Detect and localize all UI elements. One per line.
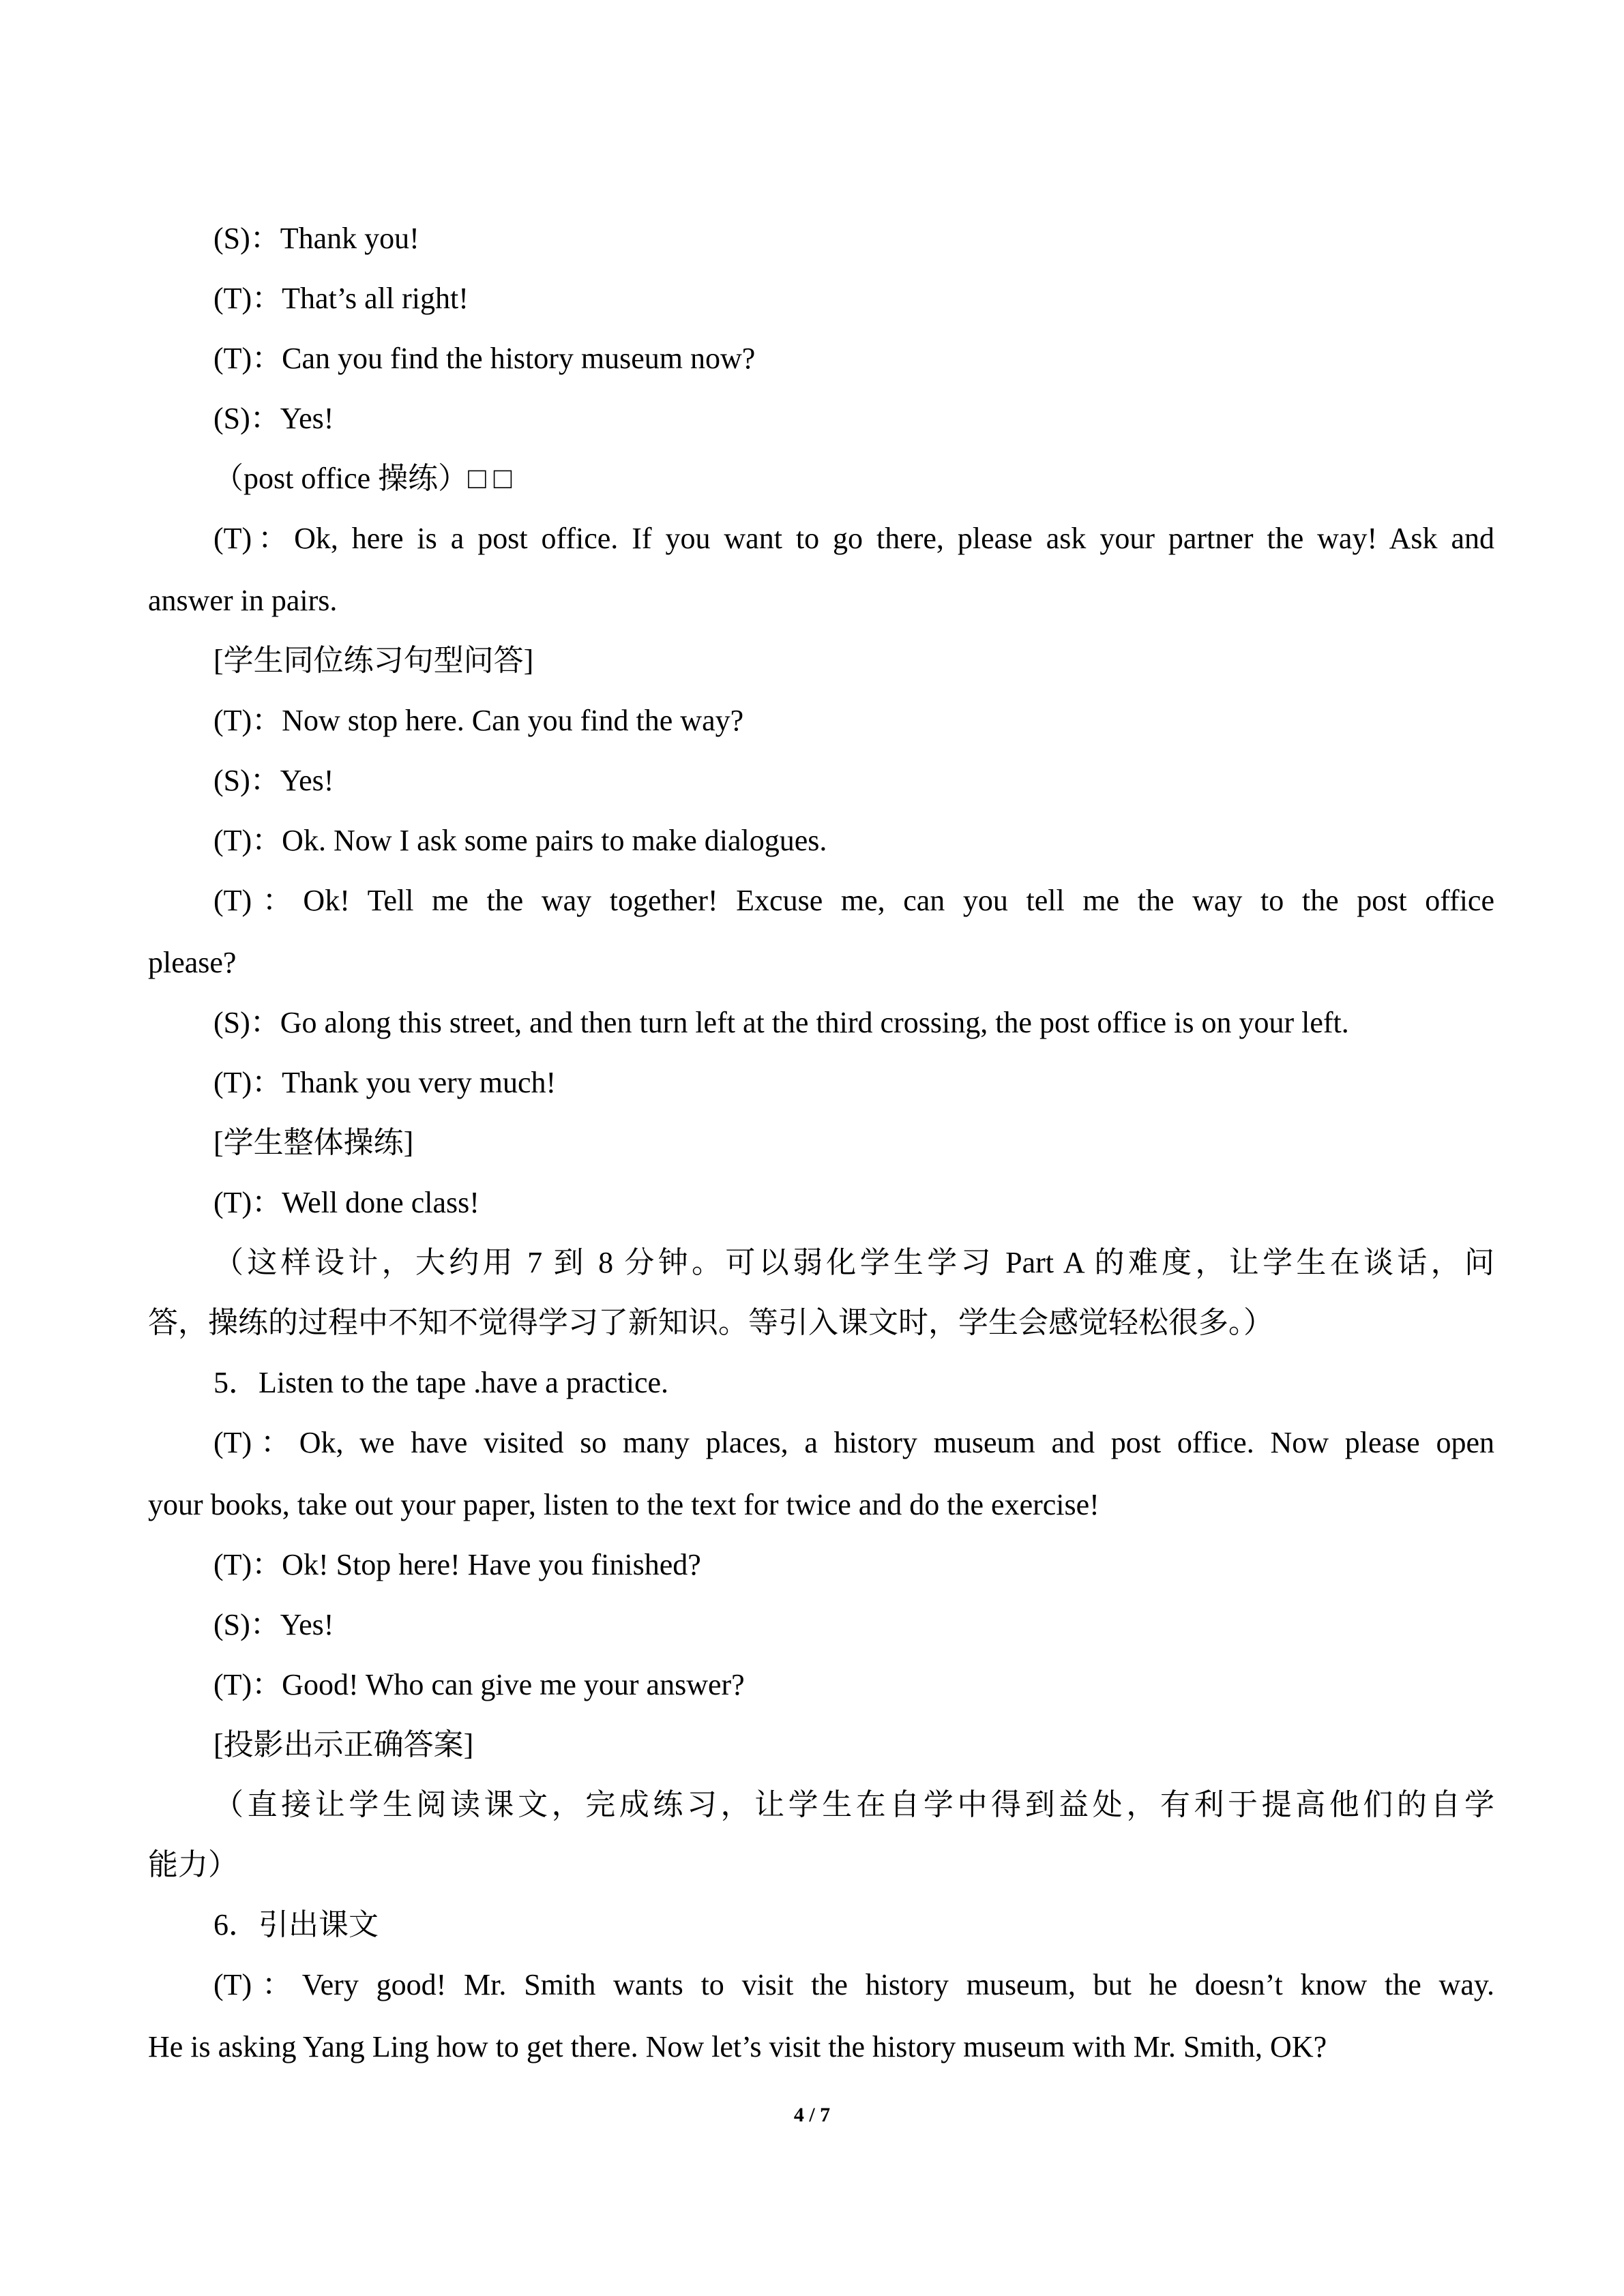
text-line: your books, take out your paper, listen to the text for twice and do the exercise! bbox=[148, 1488, 1099, 1521]
text-line: 答，操练的过程中不知不觉得学习了新知识。等引入课文时，学生会感觉轻松很多。） bbox=[148, 1306, 1273, 1339]
text-line: （这样设计，大约用 7 到 8 分钟。可以弱化学生学习 Part A 的难度，让学生在谈话，问 bbox=[213, 1246, 1494, 1279]
page-number: 4 / 7 bbox=[793, 2104, 831, 2126]
text-line: (T)：Ok! Tell me the way together! Excuse me, can you tell me the way to the post office bbox=[213, 884, 1494, 917]
text-line: （直接让学生阅读课文，完成练习，让学生在自学中得到益处，有利于提高他们的自学 bbox=[213, 1788, 1494, 1821]
text-line: [学生同位练习句型问答] bbox=[213, 644, 534, 677]
text-line: 6．引出课文 bbox=[213, 1908, 379, 1941]
text-line: [投影出示正确答案] bbox=[213, 1728, 474, 1761]
text-line: He is asking Yang Ling how to get there. Now let’s visit the history museum with Mr. Smith, OK? bbox=[148, 2030, 1327, 2063]
text-line: (T)：Very good! Mr. Smith wants to visit the history museum, but he doesn’t know the way. bbox=[213, 1968, 1494, 2001]
text-line: 5．Listen to the tape .have a practice. bbox=[213, 1366, 669, 1399]
text-line: (S)：Thank you! bbox=[213, 222, 419, 255]
text-line: (T)：Can you find the history museum now? bbox=[213, 342, 756, 375]
text-line: (T)：Thank you very much! bbox=[213, 1066, 557, 1099]
text-line: (T)：That’s all right! bbox=[213, 282, 469, 315]
text-line: (T)：Good! Who can give me your answer? bbox=[213, 1668, 745, 1701]
text-line: (T)：Ok, here is a post office. If you want to go there, please ask your partner the way! Ask and bbox=[213, 522, 1494, 555]
text-line: (S)：Yes! bbox=[213, 402, 334, 435]
text-line: (S)：Go along this street, and then turn left at the third crossing, the post office is on your left. bbox=[213, 1006, 1349, 1039]
text-line: (S)：Yes! bbox=[213, 1608, 334, 1641]
text-line: (T)：Well done class! bbox=[213, 1186, 479, 1219]
text-line: (T)：Ok, we have visited so many places, a history museum and post office. Now please open bbox=[213, 1426, 1494, 1459]
text-line: (T)：Ok. Now I ask some pairs to make dialogues. bbox=[213, 824, 827, 857]
text-line: please? bbox=[148, 946, 237, 979]
text-line: （post office 操练）□ □ bbox=[213, 462, 512, 495]
text-line: 能力） bbox=[148, 1848, 238, 1881]
text-line: answer in pairs. bbox=[148, 584, 338, 617]
text-line: (T)：Ok! Stop here! Have you finished? bbox=[213, 1548, 701, 1581]
text-line: (T)：Now stop here. Can you find the way? bbox=[213, 704, 744, 737]
text-line: (S)：Yes! bbox=[213, 764, 334, 797]
text-line: [学生整体操练] bbox=[213, 1126, 414, 1159]
